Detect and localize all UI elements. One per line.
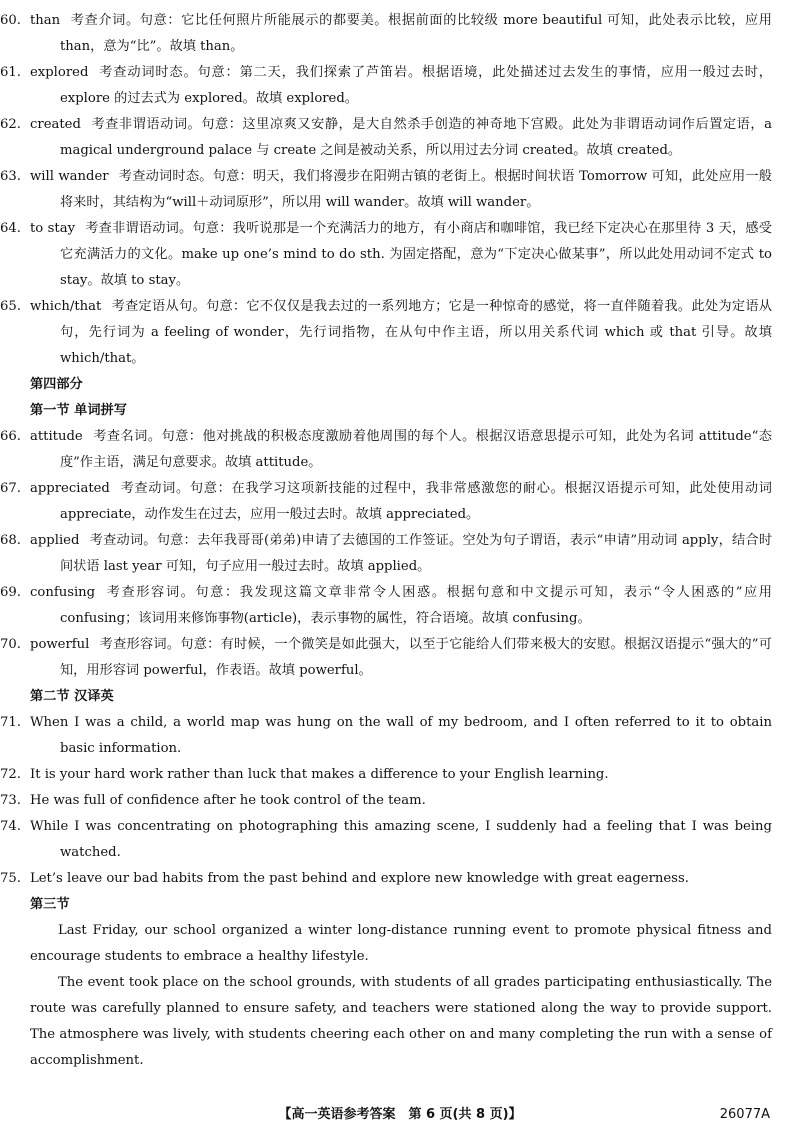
- footer-title: 【高一英语参考答案 第 6 页(共 8 页)】: [278, 1107, 522, 1122]
- answer-item-68: 68. applied 考查动词。句意：去年我哥哥(弟弟)申请了去德国的工作签证。空处为句子谓语，表示“申请”用动词 apply，结合时间状语 last year 可知，句子应用一般过去时。故填 applied。: [0, 533, 772, 574]
- item-answer: appreciated: [30, 481, 110, 496]
- item-explanation: 考查非谓语动词。句意：这里凉爽又安静，是大自然杀手创造的神奇地下宫殿。此处为非谓语动词作后置定语，a magical underground palace 与 create 之间是被动关系，所以用过去分词 created。故填 created。: [60, 117, 772, 158]
- item-explanation: 考查定语从句。句意：它不仅仅是我去过的一系列地方；它是一种惊奇的感觉，将一直伴随着我。此处为定语从句，先行词为 a feeling of wonder，先行词指物，在从句中作主语，所以用关系代词 which 或 that 引导。故填 which/that。: [60, 299, 772, 366]
- part-heading: 第四部分: [30, 377, 83, 392]
- answer-item-67: 67. appreciated 考查动词。句意：在我学习这项新技能的过程中，我非常感激您的耐心。根据汉语提示可知，此处使用动词 appreciate，动作发生在过去，应用一般过去时。故填 appreciated。: [0, 481, 772, 522]
- item-answer: will wander: [30, 169, 109, 184]
- item-explanation: 考查动词时态。句意：明天，我们将漫步在阳朔古镇的老街上。根据时间状语 Tomorrow 可知，此处应用一般将来时，其结构为“will＋动词原形”，所以用 will wander。故填 will wander。: [60, 169, 773, 210]
- item-answer: created: [30, 117, 81, 132]
- item-explanation: 考查动词时态。句意：第二天，我们探索了芦笛岩。根据语境，此处描述过去发生的事情，应用一般过去时，explore 的过去式为 explored。故填 explored。: [60, 65, 772, 106]
- translation-text: While I was concentrating on photographing this amazing scene, I suddenly had a feeling that I was being watched.: [30, 819, 772, 860]
- item-explanation: 考查动词。句意：去年我哥哥(弟弟)申请了去德国的工作签证。空处为句子谓语，表示“申请”用动词 apply，结合时间状语 last year 可知，句子应用一般过去时。故填 applied。: [60, 533, 772, 574]
- item-explanation: 考查非谓语动词。句意：我听说那是一个充满活力的地方，有小商店和咖啡馆，我已经下定决心在那里待 3 天，感受它充满活力的文化。make up one’s mind to do sth. 为固定搭配，意为“下定决心做某事”，所以此处用动词不定式 to stay。故填 to stay。: [60, 221, 772, 288]
- item-explanation: 考查形容词。句意：我发现这篇文章非常令人困惑。根据句意和中文提示可知，表示“令人困惑的”应用 confusing；该词用来修饰事物(article)，表示事物的属性，符合语境。故填 confusing。: [60, 585, 772, 626]
- translation-item-74: 74. While I was concentrating on photographing this amazing scene, I suddenly had a feeling that I was being watched.: [0, 819, 772, 860]
- section-heading: 第三节: [30, 897, 70, 912]
- item-explanation: 考查介词。句意：它比任何照片所能展示的都要美。根据前面的比较级 more beautiful 可知，此处表示比较，应用 than，意为“比”。故填 than。: [60, 13, 772, 54]
- footer-code: 26077A: [719, 1107, 770, 1122]
- essay-paragraph: The event took place on the school grounds, with students of all grades participating enthusiastically. The route was carefully planned to ensure safety, and teachers were stationed along the way to provide support. The atmosphere was lively, with students cheering each other on and many completing the run with a sense of accomplishment.: [30, 975, 772, 1068]
- answer-item-66: 66. attitude 考查名词。句意：他对挑战的积极态度激励着他周围的每个人。根据汉语意思提示可知，此处为名词 attitude“态度”作主语，满足句意要求。故填 attitude。: [0, 429, 772, 470]
- translation-text: Let’s leave our bad habits from the past behind and explore new knowledge with great eagerness.: [30, 871, 689, 886]
- answer-page: [0, 8, 773, 1074]
- translation-text: It is your hard work rather than luck that makes a difference to your English learning.: [30, 767, 609, 782]
- translation-text: He was full of confidence after he took control of the team.: [30, 793, 426, 808]
- translation-item-72: 72. It is your hard work rather than luck that makes a difference to your English learning.: [0, 767, 609, 782]
- item-answer: powerful: [30, 637, 90, 652]
- translation-text: When I was a child, a world map was hung on the wall of my bedroom, and I often referred to it to obtain basic information.: [30, 715, 772, 756]
- item-answer: attitude: [30, 429, 83, 444]
- item-answer: confusing: [30, 585, 96, 600]
- answer-item-69: 69. confusing 考查形容词。句意：我发现这篇文章非常令人困惑。根据句意和中文提示可知，表示“令人困惑的”应用 confusing；该词用来修饰事物(article)，表示事物的属性，符合语境。故填 confusing。: [0, 585, 772, 626]
- translation-item-71: 71. When I was a child, a world map was hung on the wall of my bedroom, and I often referred to it to obtain basic information.: [0, 715, 772, 756]
- item-answer: to stay: [30, 221, 76, 236]
- essay-paragraph: Last Friday, our school organized a winter long-distance running event to promote physical fitness and encourage students to embrace a healthy lifestyle.: [30, 923, 772, 964]
- item-answer: which/that: [30, 299, 102, 314]
- item-answer: explored: [30, 65, 89, 80]
- section-heading: 第二节 汉译英: [30, 689, 114, 704]
- item-explanation: 考查动词。句意：在我学习这项新技能的过程中，我非常感激您的耐心。根据汉语提示可知，此处使用动词 appreciate，动作发生在过去，应用一般过去时。故填 appreciated。: [60, 481, 772, 522]
- answer-item-60: 60. than 考查介词。句意：它比任何照片所能展示的都要美。根据前面的比较级 more beautiful 可知，此处表示比较，应用 than，意为“比”。故填 than。: [0, 13, 772, 54]
- translation-item-73: 73. He was full of confidence after he took control of the team.: [0, 793, 426, 808]
- item-explanation: 考查名词。句意：他对挑战的积极态度激励着他周围的每个人。根据汉语意思提示可知，此处为名词 attitude“态度”作主语，满足句意要求。故填 attitude。: [60, 429, 772, 470]
- answer-item-61: 61. explored 考查动词时态。句意：第二天，我们探索了芦笛岩。根据语境，此处描述过去发生的事情，应用一般过去时，explore 的过去式为 explored。故填 explored。: [0, 65, 772, 106]
- item-answer: applied: [30, 533, 80, 548]
- item-answer: than: [30, 13, 61, 28]
- item-explanation: 考查形容词。句意：有时候，一个微笑是如此强大，以至于它能给人们带来极大的安慰。根据汉语提示“强大的”可知，用形容词 powerful，作表语。故填 powerful。: [60, 637, 772, 678]
- page-footer: [0, 1103, 800, 1127]
- answer-item-65: 65. which/that 考查定语从句。句意：它不仅仅是我去过的一系列地方；它是一种惊奇的感觉，将一直伴随着我。此处为定语从句，先行词为 a feeling of wonder，先行词指物，在从句中作主语，所以用关系代词 which 或 that 引导。故填 which/that。: [0, 299, 772, 366]
- answer-item-63: 63. will wander 考查动词时态。句意：明天，我们将漫步在阳朔古镇的老街上。根据时间状语 Tomorrow 可知，此处应用一般将来时，其结构为“will＋动词原形”，所以用 will wander。故填 will wander。: [0, 169, 773, 210]
- answer-item-70: 70. powerful 考查形容词。句意：有时候，一个微笑是如此强大，以至于它能给人们带来极大的安慰。根据汉语提示“强大的”可知，用形容词 powerful，作表语。故填 powerful。: [0, 637, 772, 678]
- translation-item-75: 75. Let’s leave our bad habits from the past behind and explore new knowledge with great eagerness.: [0, 871, 689, 886]
- section-heading: 第一节 单词拼写: [30, 403, 127, 418]
- answer-item-62: 62. created 考查非谓语动词。句意：这里凉爽又安静，是大自然杀手创造的神奇地下宫殿。此处为非谓语动词作后置定语，a magical underground palace 与 create 之间是被动关系，所以用过去分词 created。故填 created。: [0, 117, 772, 158]
- answer-item-64: 64. to stay 考查非谓语动词。句意：我听说那是一个充满活力的地方，有小商店和咖啡馆，我已经下定决心在那里待 3 天，感受它充满活力的文化。make up one’s mind to do sth. 为固定搭配，意为“下定决心做某事”，所以此处用动词不定式 to stay。故填 to stay。: [0, 221, 772, 288]
